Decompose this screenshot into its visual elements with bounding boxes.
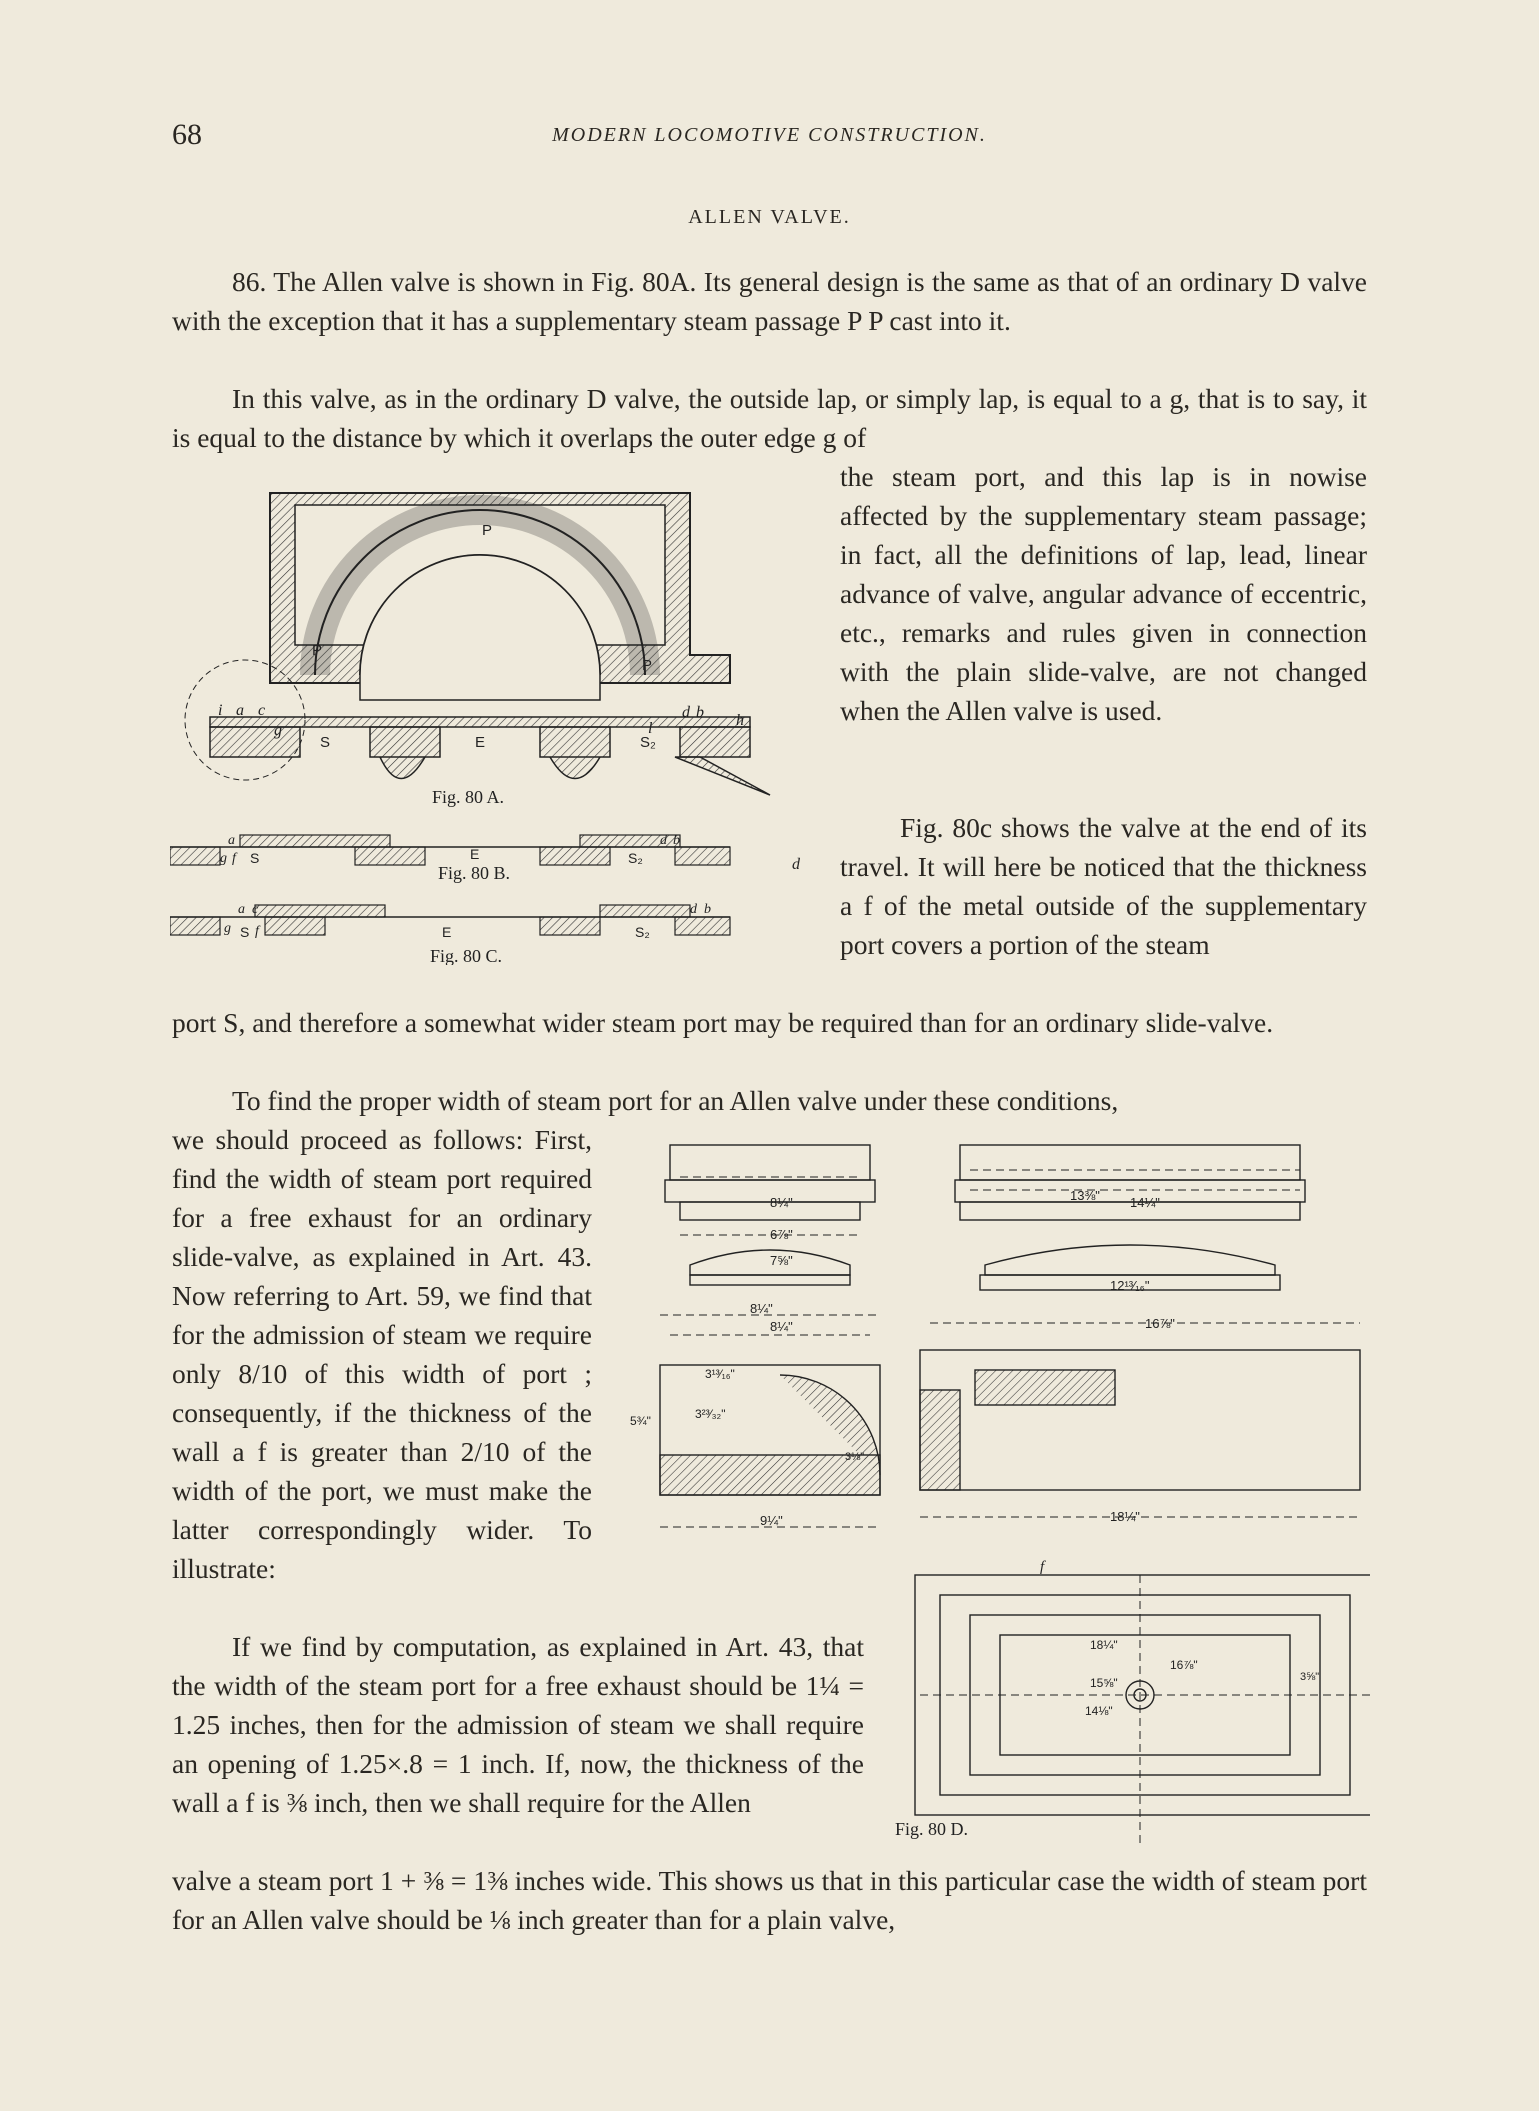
- fig80c-label-b: b: [704, 902, 711, 917]
- fig80c-label-f: f: [255, 924, 259, 939]
- fig80d-dim-d16: 18¼": [1090, 1638, 1118, 1652]
- fig80d-dim-d13: 12¹³⁄₁₆": [1110, 1278, 1150, 1293]
- fig80c-label-g: g: [224, 921, 231, 936]
- fig80a-label-g: g: [274, 722, 282, 739]
- fig80d-dim-d9: 9¼": [760, 1513, 783, 1528]
- fig80a-label-c: c: [258, 702, 266, 719]
- fig80d-dim-d11: 13⅜": [1070, 1188, 1100, 1203]
- fig80c-label-d: d: [690, 902, 697, 917]
- fig80a-label-b: b: [696, 704, 704, 721]
- figure-80c-drawing: [170, 902, 730, 965]
- fig80d-dim-d14: 16⅞": [1145, 1316, 1175, 1331]
- fig80d-dim-d6: 3¹³⁄₁₆": [705, 1367, 735, 1381]
- fig80a-label-P-left: P: [312, 642, 323, 659]
- fig80a-label-P-right: P: [642, 657, 653, 674]
- figure-80-abc: [170, 485, 810, 965]
- fig80d-dim-d10: 3⅛": [845, 1451, 865, 1463]
- fig80a-label-l: l: [648, 720, 653, 737]
- fig80d-dim-d3: 7⅝": [770, 1253, 793, 1268]
- fig80d-dim-d7: 3²³⁄₃₂": [695, 1407, 726, 1421]
- fig80d-dim-d15: 18¼": [1110, 1509, 1140, 1524]
- fig80d-caption: Fig. 80 D.: [895, 1819, 969, 1839]
- paragraph-illustrate-left: If we find by computation, as explained in Art. 43, that the width of the steam port for a free exhaust should be 1¼ = 1.25 inches, then for the admission of steam we shall require an opening of 1.25×.8 = 1 inch. If, now, the thickness of the wall a f is ⅜ inch, then we shall require for the Allen: [172, 1631, 864, 1818]
- fig80c-caption: Fig. 80 C.: [430, 946, 503, 965]
- section-title: ALLEN VALVE.: [688, 206, 851, 228]
- fig80d-dim-d12: 14¼": [1130, 1195, 1160, 1210]
- fig80c-label-c: c: [252, 902, 259, 917]
- page-number: 68: [172, 118, 202, 151]
- fig80b-label-a: a: [228, 833, 235, 848]
- fig80b-caption: Fig. 80 B.: [438, 863, 511, 883]
- paragraph-fig80c-full: port S, and therefore a somewhat wider steam port may be required than for an ordinary slide-valve.: [172, 1007, 1274, 1038]
- fig80d-dim-d2: 6⅞": [770, 1227, 793, 1242]
- fig80b-label-d-outer: d: [792, 856, 800, 873]
- fig80d-dim-d21: f: [1040, 1559, 1045, 1575]
- fig80d-dim-d8: 5¾": [630, 1414, 651, 1428]
- fig80d-dim-d1: 8¼": [770, 1195, 793, 1210]
- figure-80d: [620, 1135, 1370, 1845]
- fig80a-label-h: h: [736, 712, 744, 729]
- fig80d-dim-d18: 15⅝": [1090, 1676, 1118, 1690]
- paragraph-86: 86. The Allen valve is shown in Fig. 80A. Its general design is the same as that of an ordinary D valve with the exception that it has a supplementary steam passage P P cast into it.: [172, 266, 1367, 336]
- paragraph-proper-width-top: To find the proper width of steam port for an Allen valve under these conditions,: [232, 1085, 1119, 1116]
- fig80d-dim-d17: 16⅞": [1170, 1658, 1198, 1672]
- fig80d-dim-d4: 8¼": [750, 1301, 773, 1316]
- fig80c-label-S: S: [240, 924, 250, 940]
- fig80c-label-E: E: [442, 924, 452, 940]
- fig80b-label-g: g: [220, 851, 227, 866]
- figure-80a-drawing: [185, 493, 770, 807]
- fig80a-caption: Fig. 80 A.: [432, 787, 505, 807]
- fig80b-label-E: E: [470, 846, 480, 862]
- fig80c-label-S2: S₂: [635, 924, 650, 940]
- fig80c-label-a: a: [238, 902, 245, 917]
- fig80b-label-S: S: [250, 850, 260, 866]
- fig80a-label-S: S: [320, 734, 331, 751]
- fig80a-label-a: a: [236, 702, 244, 719]
- fig80a-label-E: E: [475, 734, 486, 751]
- fig80a-label-i: i: [218, 702, 223, 719]
- fig80d-dim-d5: 8¼": [770, 1319, 793, 1334]
- paragraph-illustrate-full: valve a steam port 1 + ⅜ = 1⅜ inches wide. This shows us that in this particular case the width of steam port for an Allen valve should be ⅛ inch greater than for a plain valve,: [172, 1865, 1367, 1935]
- fig80b-label-b: b: [673, 833, 680, 848]
- paragraph-lap-right: the steam port, and this lap is in nowise affected by the supplementary steam passage; in fact, all the definitions of lap, lead, linear advance of valve, angular advance of eccentric, etc., remarks and rules given in connection with the plain slide-valve, are not changed when the Allen valve is used.: [840, 461, 1367, 726]
- fig80d-dim-d19: 14⅛": [1085, 1704, 1113, 1718]
- figure-80b-drawing: [170, 833, 801, 883]
- paragraph-lap-top: In this valve, as in the ordinary D valve, the outside lap, or simply lap, is equal to a g, that is to say, it is equal to the distance by which it overlaps the outer edge g of: [172, 383, 1367, 453]
- fig80a-label-P-top: P: [482, 522, 493, 539]
- running-title: MODERN LOCOMOTIVE CONSTRUCTION.: [552, 124, 987, 146]
- fig80a-label-d: d: [682, 704, 690, 721]
- page-header: [172, 118, 1367, 158]
- fig80d-dim-d20: 3⅝": [1300, 1671, 1320, 1683]
- fig80a-label-S2: S₂: [640, 734, 656, 751]
- fig80b-label-S2: S₂: [628, 850, 643, 866]
- paragraph-fig80c-right: Fig. 80c shows the valve at the end of its travel. It will here be noticed that the thickness a f of the metal outside of the supplementary port covers a portion of the steam: [840, 812, 1367, 960]
- fig80b-label-d: d: [660, 833, 667, 848]
- fig80b-label-f: f: [232, 851, 236, 866]
- paragraph-proper-width-left: we should proceed as follows: First, find the width of steam port required for a free exhaust for an ordinary slide-valve, as explained in Art. 43. Now referring to Art. 59, we find that for the admission of steam we require only 8/10 of this width of port ; consequently, if the thickness of the wall a f is greater than 2/10 of the width of the port, we must make the latter correspondingly wider. To illustrate:: [172, 1124, 592, 1584]
